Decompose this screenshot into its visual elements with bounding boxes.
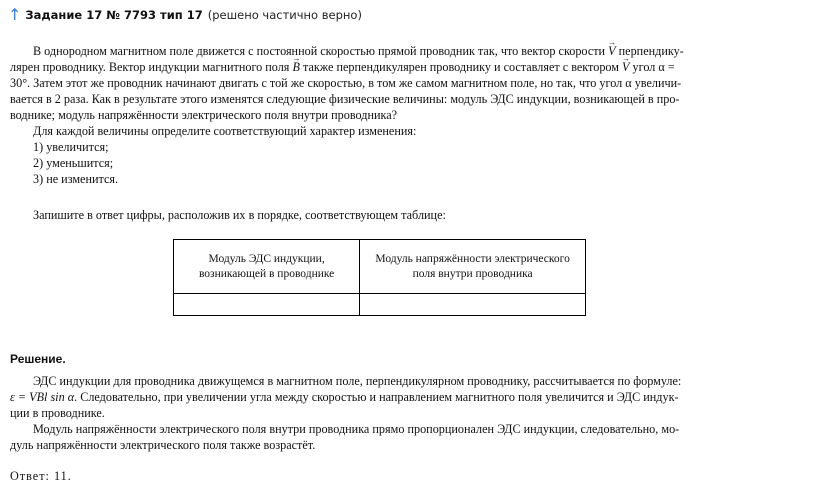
write-instruction: Запишите в ответ цифры, расположив их в порядке, соответствующем таблице: xyxy=(33,208,446,222)
formula: ε = VBl sin α xyxy=(10,390,75,404)
table-header-field: Модуль напряжённости электрического поля внутри проводника xyxy=(360,240,586,294)
solution-line: ЭДС индукции для проводника движущемся в магнитном поле, перпендикулярном проводнику, рассчитывается по формуле: xyxy=(33,374,682,388)
solution-line: ε = VBl sin α. Следовательно, при увеличении угла между скоростью и направлением магнитного поля увеличится и ЭДС индук- xyxy=(10,390,679,404)
answer-label: Ответ: xyxy=(10,469,50,483)
task-status: (решено частично верно) xyxy=(207,8,362,22)
table-header-emf: Модуль ЭДС индукции, возникающей в проводнике xyxy=(174,240,360,294)
vector-v: → V xyxy=(608,44,615,58)
problem-line: воднике; модуль напряжённости электрического поля внутри проводника? xyxy=(10,108,398,122)
problem-text xyxy=(10,43,750,187)
option-3: 3) не изменится. xyxy=(33,172,119,186)
answer-line xyxy=(10,468,72,484)
option-1: 1) увеличится; xyxy=(33,140,109,154)
answer-table xyxy=(173,239,586,316)
option-2: 2) уменьшится; xyxy=(33,156,114,170)
vector-v: → V xyxy=(622,60,629,74)
task-header xyxy=(8,4,362,26)
problem-line: 30°. Затем этот же проводник начинают двигать с той же скоростью, в том же самом магнитном поле, но так, что угол α увеличи- xyxy=(10,76,682,90)
solution-line: дуль напряжённости электрического поля также возрастёт. xyxy=(10,438,316,452)
problem-line: В однородном магнитном поле движется с постоянной скоростью прямой проводник так, что вектор скорости → V перпендику- xyxy=(10,43,750,59)
solution-title: Решение. xyxy=(10,352,66,366)
table-cell-emf xyxy=(174,294,360,316)
solution-line: Модуль напряжённости электрического поля внутри проводника прямо пропорционален ЭДС индукции, следовательно, мо- xyxy=(33,422,680,436)
instruction: Для каждой величины определите соответствующий характер изменения: xyxy=(33,124,417,138)
problem-line: вается в 2 раза. Как в результате этого изменятся следующие физические величины: модуль ЭДС индукции, возникающей в про- xyxy=(10,92,680,106)
solution-text xyxy=(10,373,750,453)
problem-line: лярен проводнику. Вектор индукции магнитного поля → B также перпендикулярен проводнику и составляет с вектором → V угол α = xyxy=(10,59,750,75)
arrow-up-icon[interactable]: ↑ xyxy=(8,5,22,24)
task-title: Задание 17 № 7793 тип 17 xyxy=(25,8,203,22)
write-instruction-block xyxy=(10,207,750,223)
table-cell-field xyxy=(360,294,586,316)
vector-b: → B xyxy=(292,60,299,74)
solution-line: ции в проводнике. xyxy=(10,406,105,420)
answer-value: 11. xyxy=(53,469,72,483)
